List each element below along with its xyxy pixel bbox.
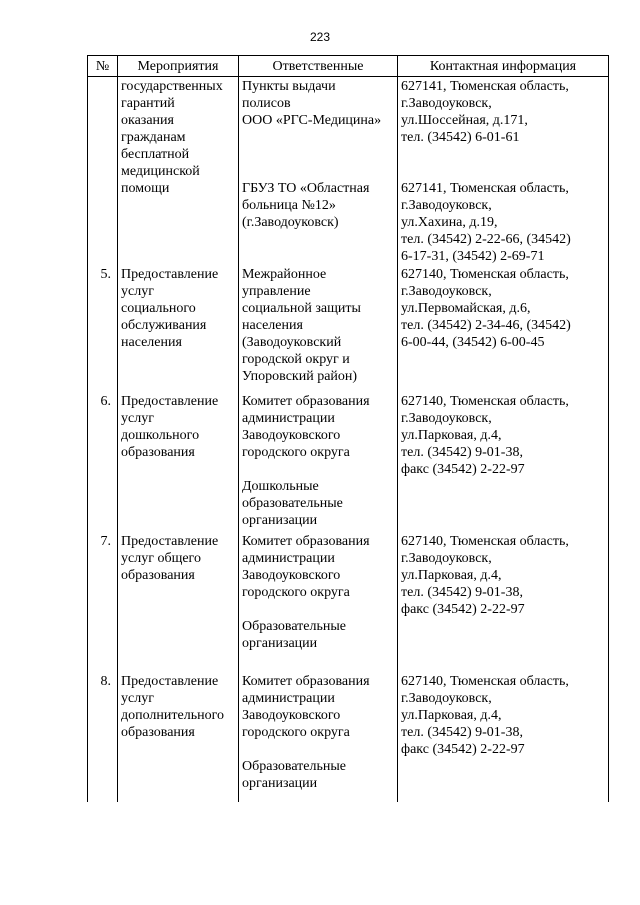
event-line: социального [121, 301, 196, 316]
responsible-cell [239, 532, 398, 672]
responsible-line: администрации [242, 691, 335, 706]
contact-line: 627140, Тюменская область, [401, 394, 569, 409]
row-number: 8. [88, 672, 118, 802]
header-events: Мероприятия [118, 56, 239, 77]
responsible-line: образовательные [242, 496, 343, 511]
responsible-line: администрации [242, 551, 335, 566]
event-line: Предоставление [121, 674, 219, 689]
contact-line: г.Заводоуковск, [401, 96, 492, 111]
header-contact: Контактная информация [398, 56, 609, 77]
event-cell [118, 265, 239, 392]
event-line: обслуживания [121, 318, 207, 333]
contact-line: 627141, Тюменская область, [401, 181, 569, 196]
table-header-row [88, 56, 609, 77]
responsible-line: управление [242, 284, 311, 299]
header-responsible: Ответственные [239, 56, 398, 77]
responsible-cell [239, 265, 398, 392]
cell-spacer [242, 461, 394, 478]
row-number [88, 77, 118, 266]
table-row [88, 392, 609, 532]
cell-spacer [242, 129, 394, 146]
responsible-line: полисов [242, 96, 291, 111]
contact-line: ул.Парковая, д.4, [401, 708, 502, 723]
row-number: 7. [88, 532, 118, 672]
contact-line: тел. (34542) 2-22-66, (34542) [401, 232, 571, 247]
contact-line: 6-17-31, (34542) 2-69-71 [401, 249, 545, 264]
event-cell [118, 77, 239, 266]
event-line: образования [121, 725, 195, 740]
responsible-cell [239, 392, 398, 532]
event-line: гарантий [121, 96, 175, 111]
event-line: Предоставление [121, 534, 219, 549]
contact-cell [398, 77, 609, 266]
table-row [88, 532, 609, 672]
contact-cell [398, 265, 609, 392]
table-row [88, 672, 609, 802]
event-line: образования [121, 445, 195, 460]
contact-line: факс (34542) 2-22-97 [401, 462, 525, 477]
contact-line: 6-00-44, (34542) 6-00-45 [401, 335, 545, 350]
contact-line: г.Заводоуковск, [401, 198, 492, 213]
contact-cell [398, 392, 609, 532]
responsible-line: Дошкольные [242, 479, 319, 494]
responsible-line: организации [242, 636, 318, 651]
event-line: услуг [121, 284, 154, 299]
contact-line: тел. (34542) 2-34-46, (34542) [401, 318, 571, 333]
contact-line: тел. (34542) 6-01-61 [401, 130, 520, 145]
event-line: гражданам [121, 130, 186, 145]
cell-spacer [242, 146, 394, 163]
event-line: образования [121, 568, 195, 583]
responsible-line: Заводоуковского [242, 568, 341, 583]
responsible-line: больница №12» [242, 198, 336, 213]
contact-line: 627140, Тюменская область, [401, 267, 569, 282]
contact-line: факс (34542) 2-22-97 [401, 742, 525, 757]
contact-line: г.Заводоуковск, [401, 691, 492, 706]
contact-line: тел. (34542) 9-01-38, [401, 725, 523, 740]
responsible-line: Комитет образования [242, 394, 370, 409]
responsible-line: городского округа [242, 445, 350, 460]
contact-line: ул.Парковая, д.4, [401, 568, 502, 583]
event-line: дошкольного [121, 428, 200, 443]
row-number: 6. [88, 392, 118, 532]
contact-line: ул.Первомайская, д.6, [401, 301, 531, 316]
event-line: медицинской [121, 164, 200, 179]
responsible-line: Упоровский район) [242, 369, 358, 384]
event-line: услуг [121, 691, 154, 706]
contact-cell [398, 672, 609, 802]
responsible-line: социальной защиты [242, 301, 361, 316]
contact-line: тел. (34542) 9-01-38, [401, 445, 523, 460]
responsible-line: Комитет образования [242, 674, 370, 689]
table-row [88, 265, 609, 392]
responsible-line: организации [242, 776, 318, 791]
event-line: услуг общего [121, 551, 201, 566]
responsible-line: администрации [242, 411, 335, 426]
event-line: услуг [121, 411, 154, 426]
responsible-line: Комитет образования [242, 534, 370, 549]
row-number: 5. [88, 265, 118, 392]
responsible-line: Пункты выдачи [242, 79, 336, 94]
event-line: дополнительного [121, 708, 224, 723]
responsible-line: (г.Заводоуковск) [242, 215, 339, 230]
responsible-line: ГБУЗ ТО «Областная [242, 181, 370, 196]
responsible-cell [239, 672, 398, 802]
events-table [87, 55, 609, 802]
header-number: № [88, 56, 118, 77]
responsible-cell [239, 77, 398, 266]
responsible-line: городского округа [242, 725, 350, 740]
event-line: Предоставление [121, 394, 219, 409]
responsible-line: Заводоуковского [242, 428, 341, 443]
responsible-line: организации [242, 513, 318, 528]
cell-spacer [242, 163, 394, 180]
event-line: помощи [121, 181, 170, 196]
event-line: Предоставление [121, 267, 219, 282]
contact-line: г.Заводоуковск, [401, 551, 492, 566]
event-cell [118, 392, 239, 532]
event-line: населения [121, 335, 182, 350]
event-line: оказания [121, 113, 174, 128]
responsible-line: Заводоуковского [242, 708, 341, 723]
contact-line: 627141, Тюменская область, [401, 79, 569, 94]
page-number: 223 [309, 30, 331, 44]
contact-cell [398, 532, 609, 672]
responsible-line: (Заводоуковский [242, 335, 342, 350]
contact-line: ул.Парковая, д.4, [401, 428, 502, 443]
cell-spacer [401, 146, 605, 163]
responsible-line: городской округ и [242, 352, 350, 367]
table-row [88, 77, 609, 266]
contact-line: тел. (34542) 9-01-38, [401, 585, 523, 600]
cell-spacer [401, 163, 605, 180]
contact-line: 627140, Тюменская область, [401, 534, 569, 549]
contact-line: ул.Хахина, д.19, [401, 215, 498, 230]
cell-spacer [242, 601, 394, 618]
cell-spacer [242, 741, 394, 758]
responsible-line: Образовательные [242, 759, 346, 774]
responsible-line: Образовательные [242, 619, 346, 634]
contact-line: г.Заводоуковск, [401, 411, 492, 426]
contact-line: г.Заводоуковск, [401, 284, 492, 299]
event-line: бесплатной [121, 147, 190, 162]
event-line: государственных [121, 79, 223, 94]
responsible-line: городского округа [242, 585, 350, 600]
event-cell [118, 672, 239, 802]
contact-line: ул.Шоссейная, д.171, [401, 113, 528, 128]
responsible-line: населения [242, 318, 303, 333]
contact-line: факс (34542) 2-22-97 [401, 602, 525, 617]
event-cell [118, 532, 239, 672]
contact-line: 627140, Тюменская область, [401, 674, 569, 689]
responsible-line: ООО «РГС-Медицина» [242, 113, 382, 128]
responsible-line: Межрайонное [242, 267, 327, 282]
